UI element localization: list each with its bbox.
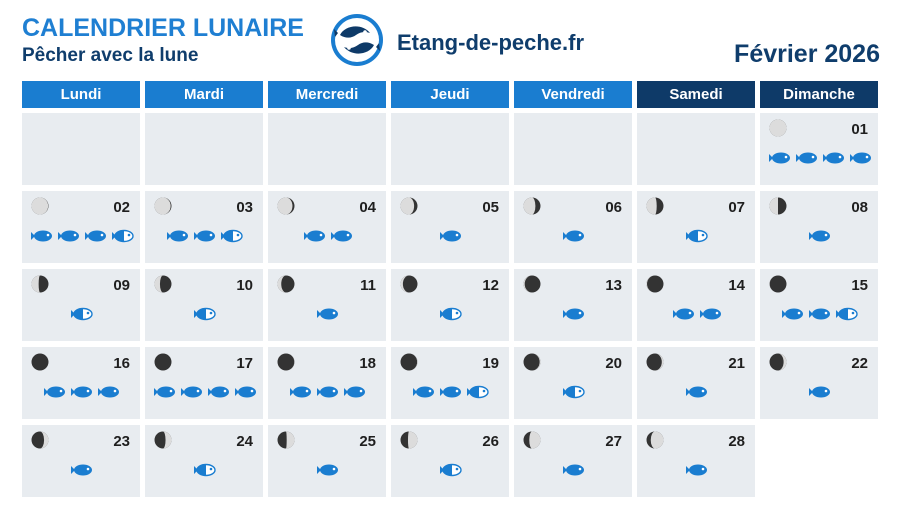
day-number: 12 — [482, 277, 499, 294]
fishing-rating — [391, 463, 509, 479]
day-cell[interactable] — [22, 269, 140, 341]
moon-phase-icon — [277, 275, 295, 293]
moon-phase-icon — [769, 119, 787, 137]
fishing-rating — [22, 229, 140, 245]
half-fish-icon — [438, 463, 462, 477]
moon-phase-icon — [31, 431, 49, 449]
day-number: 21 — [728, 355, 745, 372]
day-number: 09 — [113, 277, 130, 294]
fish-logo-icon[interactable] — [330, 13, 384, 67]
fishing-rating — [145, 463, 263, 479]
day-number: 01 — [851, 121, 868, 138]
day-number: 27 — [605, 433, 622, 450]
half-fish-icon — [684, 229, 708, 243]
fish-icon — [69, 463, 93, 477]
moon-phase-icon — [523, 197, 541, 215]
day-number: 20 — [605, 355, 622, 372]
day-cell[interactable] — [268, 269, 386, 341]
day-cell[interactable] — [22, 347, 140, 419]
day-number: 26 — [482, 433, 499, 450]
fish-icon — [684, 463, 708, 477]
fish-icon — [561, 307, 585, 321]
day-number: 07 — [728, 199, 745, 216]
weekday-header-dimanche: Dimanche — [760, 81, 878, 108]
fish-icon — [83, 229, 107, 243]
fish-icon — [821, 151, 845, 165]
moon-phase-icon — [277, 353, 295, 371]
day-cell[interactable] — [760, 269, 878, 341]
day-cell[interactable] — [391, 347, 509, 419]
fish-icon — [152, 385, 176, 399]
fish-icon — [42, 385, 66, 399]
moon-phase-icon — [646, 353, 664, 371]
day-number: 10 — [236, 277, 253, 294]
moon-phase-icon — [523, 431, 541, 449]
half-fish-icon — [219, 229, 243, 243]
fishing-rating — [268, 385, 386, 401]
fish-icon — [165, 229, 189, 243]
day-cell[interactable] — [268, 425, 386, 497]
day-number: 24 — [236, 433, 253, 450]
day-cell[interactable] — [391, 191, 509, 263]
day-cell[interactable] — [637, 269, 755, 341]
empty-day-cell — [22, 113, 140, 185]
fish-icon — [780, 307, 804, 321]
month-label: Février 2026 — [734, 40, 880, 68]
day-cell[interactable] — [514, 269, 632, 341]
day-number: 03 — [236, 199, 253, 216]
moon-phase-icon — [769, 353, 787, 371]
fish-icon — [233, 385, 257, 399]
fish-icon — [342, 385, 366, 399]
empty-day-cell — [760, 425, 878, 497]
fish-icon — [561, 463, 585, 477]
fishing-rating — [145, 385, 263, 401]
empty-day-cell — [145, 113, 263, 185]
weekday-header-mardi: Mardi — [145, 81, 263, 108]
weekday-header-mercredi: Mercredi — [268, 81, 386, 108]
day-cell[interactable] — [514, 191, 632, 263]
fish-icon — [192, 229, 216, 243]
moon-phase-icon — [154, 197, 172, 215]
day-number: 16 — [113, 355, 130, 372]
fishing-rating — [760, 151, 878, 167]
fish-icon — [96, 385, 120, 399]
empty-day-cell — [268, 113, 386, 185]
day-cell[interactable] — [391, 269, 509, 341]
fish-icon — [288, 385, 312, 399]
day-number: 19 — [482, 355, 499, 372]
fish-icon — [315, 385, 339, 399]
day-cell[interactable] — [637, 425, 755, 497]
fishing-rating — [637, 385, 755, 401]
fish-icon — [315, 463, 339, 477]
fishing-rating — [22, 463, 140, 479]
fishing-rating — [391, 307, 509, 323]
fish-icon — [807, 307, 831, 321]
fishing-rating — [22, 307, 140, 323]
fishing-rating — [760, 307, 878, 323]
fish-icon — [807, 385, 831, 399]
fish-icon — [206, 385, 230, 399]
day-number: 13 — [605, 277, 622, 294]
day-number: 23 — [113, 433, 130, 450]
moon-phase-icon — [769, 275, 787, 293]
fish-icon — [329, 229, 353, 243]
day-number: 15 — [851, 277, 868, 294]
fish-icon — [302, 229, 326, 243]
day-number: 04 — [359, 199, 376, 216]
fish-icon — [767, 151, 791, 165]
weekday-header-samedi: Samedi — [637, 81, 755, 108]
fishing-rating — [760, 385, 878, 401]
fish-icon — [179, 385, 203, 399]
half-fish-icon — [834, 307, 858, 321]
day-number: 25 — [359, 433, 376, 450]
calendar-title: CALENDRIER LUNAIRE — [22, 14, 304, 42]
moon-phase-icon — [277, 431, 295, 449]
fishing-rating — [760, 229, 878, 245]
moon-phase-icon — [31, 197, 49, 215]
moon-phase-icon — [400, 353, 418, 371]
moon-phase-icon — [400, 275, 418, 293]
empty-day-cell — [514, 113, 632, 185]
weekday-header-vendredi: Vendredi — [514, 81, 632, 108]
day-number: 17 — [236, 355, 253, 372]
moon-phase-icon — [769, 197, 787, 215]
half-fish-icon — [192, 463, 216, 477]
half-fish-icon — [465, 385, 489, 399]
fish-icon — [315, 307, 339, 321]
day-cell[interactable] — [145, 425, 263, 497]
day-number: 05 — [482, 199, 499, 216]
empty-day-cell — [637, 113, 755, 185]
moon-phase-icon — [523, 353, 541, 371]
day-cell[interactable] — [145, 191, 263, 263]
moon-phase-icon — [400, 431, 418, 449]
half-fish-icon — [192, 307, 216, 321]
fishing-rating — [391, 385, 509, 401]
half-fish-icon — [110, 229, 134, 243]
moon-phase-icon — [646, 275, 664, 293]
fish-icon — [56, 229, 80, 243]
half-fish-icon — [69, 307, 93, 321]
weekday-header-lundi: Lundi — [22, 81, 140, 108]
weekday-header-row — [22, 81, 879, 108]
fishing-rating — [22, 385, 140, 401]
day-number: 18 — [359, 355, 376, 372]
fishing-rating — [391, 229, 509, 245]
moon-phase-icon — [400, 197, 418, 215]
day-cell[interactable] — [22, 191, 140, 263]
fishing-rating — [514, 229, 632, 245]
fishing-rating — [514, 463, 632, 479]
day-cell[interactable] — [268, 347, 386, 419]
fishing-rating — [514, 307, 632, 323]
fish-icon — [69, 385, 93, 399]
day-number: 14 — [728, 277, 745, 294]
day-cell[interactable] — [637, 191, 755, 263]
day-cell[interactable] — [268, 191, 386, 263]
day-number: 22 — [851, 355, 868, 372]
moon-phase-icon — [31, 353, 49, 371]
day-cell[interactable] — [760, 191, 878, 263]
fishing-rating — [637, 463, 755, 479]
day-number: 02 — [113, 199, 130, 216]
fish-icon — [411, 385, 435, 399]
fish-icon — [848, 151, 872, 165]
fish-icon — [807, 229, 831, 243]
fish-icon — [794, 151, 818, 165]
fishing-rating — [268, 463, 386, 479]
day-cell[interactable] — [760, 347, 878, 419]
fishing-rating — [145, 307, 263, 323]
fish-icon — [671, 307, 695, 321]
fish-icon — [698, 307, 722, 321]
day-number: 11 — [360, 277, 376, 294]
day-cell[interactable] — [760, 113, 878, 185]
fishing-rating — [637, 229, 755, 245]
day-cell[interactable] — [145, 347, 263, 419]
moon-phase-icon — [646, 197, 664, 215]
fishing-rating — [514, 385, 632, 401]
fish-icon — [438, 229, 462, 243]
site-name-link[interactable]: Etang-de-peche.fr — [397, 30, 585, 55]
fish-icon — [29, 229, 53, 243]
moon-phase-icon — [154, 353, 172, 371]
fish-icon — [438, 385, 462, 399]
moon-phase-icon — [154, 431, 172, 449]
half-fish-icon — [561, 385, 585, 399]
half-fish-icon — [438, 307, 462, 321]
day-cell[interactable] — [514, 347, 632, 419]
weekday-header-jeudi: Jeudi — [391, 81, 509, 108]
fishing-rating — [637, 307, 755, 323]
fish-icon — [684, 385, 708, 399]
moon-phase-icon — [277, 197, 295, 215]
moon-phase-icon — [646, 431, 664, 449]
moon-phase-icon — [31, 275, 49, 293]
fishing-rating — [145, 229, 263, 245]
empty-day-cell — [391, 113, 509, 185]
day-number: 28 — [728, 433, 745, 450]
day-cell[interactable] — [391, 425, 509, 497]
day-cell[interactable] — [145, 269, 263, 341]
fishing-rating — [268, 229, 386, 245]
calendar-subtitle: Pêcher avec la lune — [22, 45, 199, 66]
fishing-rating — [268, 307, 386, 323]
fish-icon — [561, 229, 585, 243]
day-number: 08 — [851, 199, 868, 216]
day-cell[interactable] — [637, 347, 755, 419]
day-cell[interactable] — [514, 425, 632, 497]
moon-phase-icon — [154, 275, 172, 293]
day-number: 06 — [605, 199, 622, 216]
day-cell[interactable] — [22, 425, 140, 497]
moon-phase-icon — [523, 275, 541, 293]
